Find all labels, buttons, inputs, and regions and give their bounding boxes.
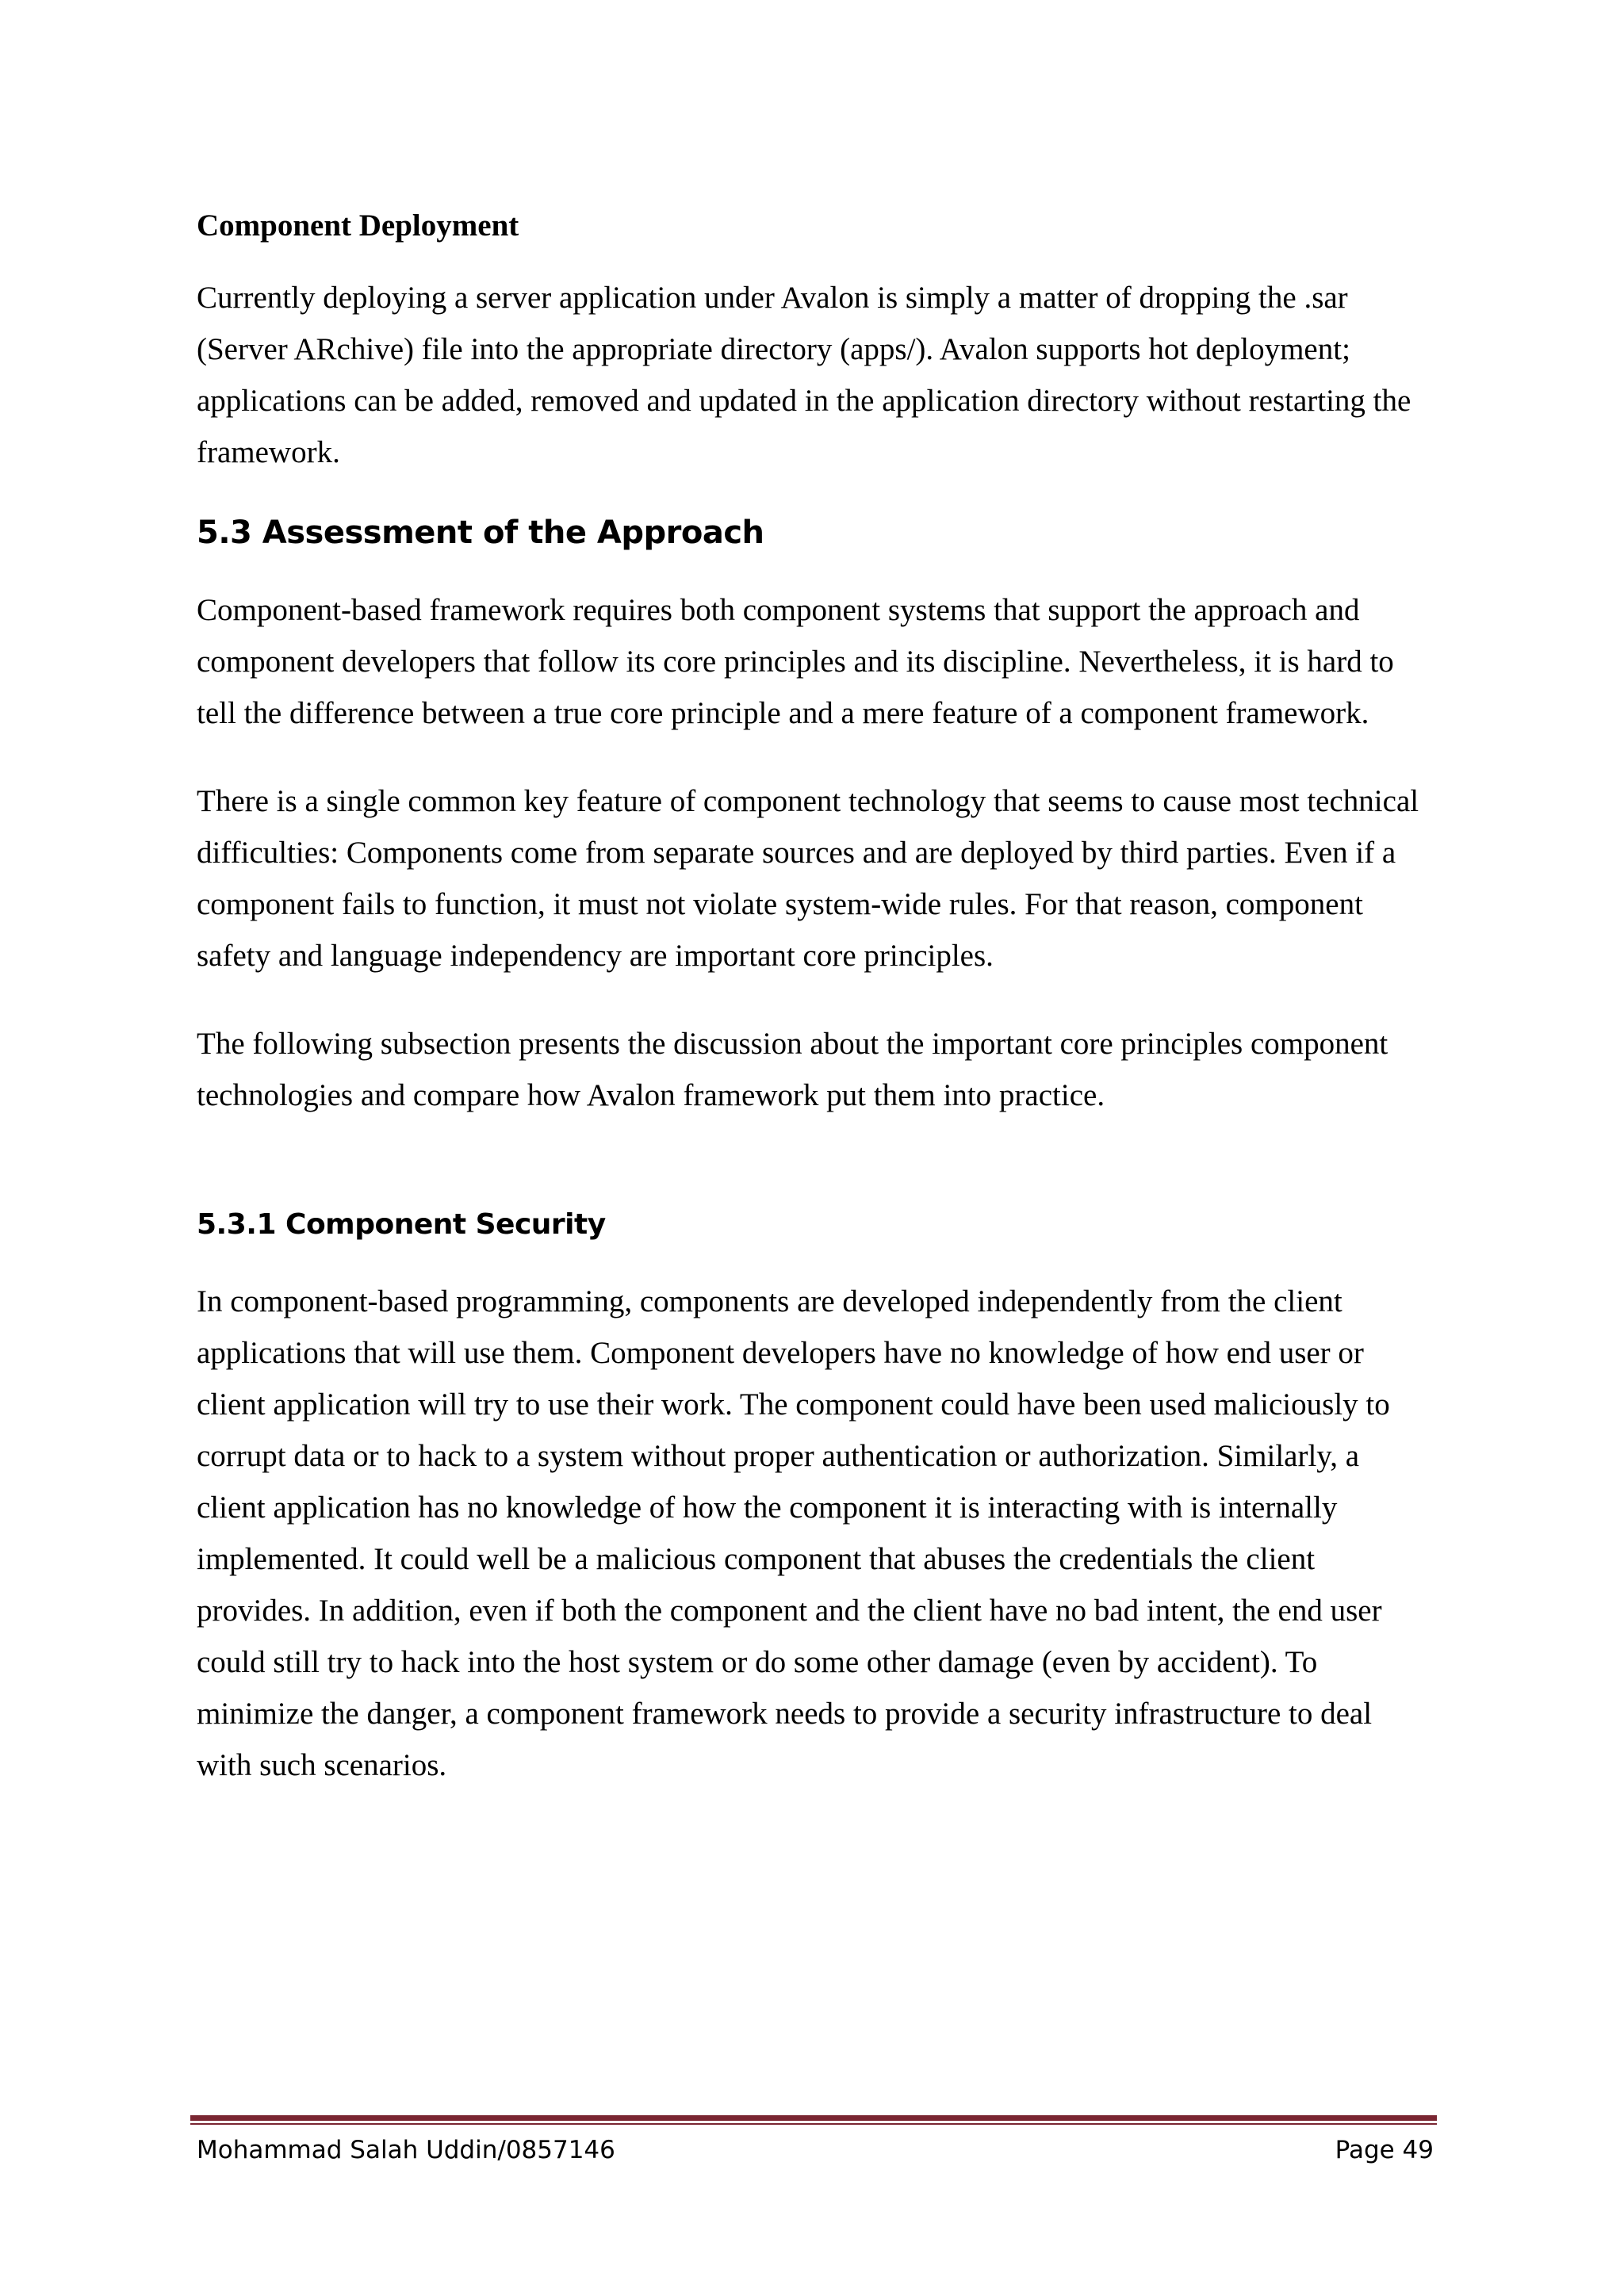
page-footer bbox=[197, 2136, 1434, 2164]
assessment-paragraph-2: There is a single common key feature of component technology that seems to cause most technical difficulties: Components come from separate sources and are deployed by third parties. Even if a component fails to function, it must not violate system-wide rules. For that reason, component safety and language independency are important core principles. bbox=[197, 783, 1419, 973]
assessment-heading: 5.3 Assessment of the Approach bbox=[197, 514, 764, 551]
footer-divider-thin bbox=[190, 2123, 1437, 2125]
deployment-heading: Component Deployment bbox=[197, 209, 519, 243]
page-body bbox=[197, 206, 1434, 1827]
assessment-paragraph-1: Component-based framework requires both component systems that support the approach and component developers that follow its core principles and its discipline. Nevertheless, it is hard to tell the difference between a true core principle and a mere feature of a component framework. bbox=[197, 592, 1394, 730]
security-heading: 5.3.1 Component Security bbox=[197, 1207, 606, 1241]
footer-divider bbox=[190, 2115, 1437, 2125]
footer-divider-thick bbox=[190, 2115, 1437, 2121]
assessment-paragraph-3: The following subsection presents the discussion about the important core principles component technologies and compare how Avalon framework put them into practice. bbox=[197, 1026, 1388, 1112]
footer-page-number: Page 49 bbox=[1335, 2136, 1434, 2164]
deployment-paragraph: Currently deploying a server application under Avalon is simply a matter of dropping the .sar (Server ARchive) file into the appropriate directory (apps/). Avalon supports hot deployment; applications can be added, removed and updated in the application directory without restarting the framework. bbox=[197, 280, 1411, 469]
security-paragraph: In component-based programming, components are developed independently from the client applications that will use them. Component developers have no knowledge of how end user or client application will try to use their work. The component could have been used maliciously to corrupt data or to hack to a system without proper authentication or authorization. Similarly, a client application has no knowledge of how the component it is interacting with is internally implemented. It could well be a malicious component that abuses the credentials the client provides. In addition, even if both the component and the client have no bad intent, the end user could still try to hack into the host system or do some other damage (even by accident). To minimize the danger, a component framework needs to provide a security infrastructure to deal with such scenarios. bbox=[197, 1284, 1390, 1782]
footer-author: Mohammad Salah Uddin/0857146 bbox=[197, 2136, 615, 2164]
